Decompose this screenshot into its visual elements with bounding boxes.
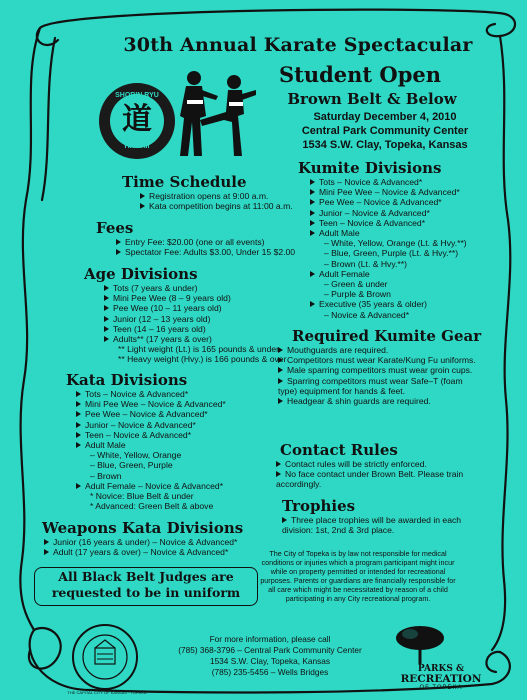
list-item: Executive (35 years & older) [310,299,467,309]
seal-text: THE CAPITAL CITY OF KANSAS · TOPEKA [67,690,147,695]
list-item: Teen – Novice & Advanced* [310,218,467,228]
event-details [250,110,520,152]
list-item: Sparring competitors must wear Safe–T (foam type) equipment for hands & feet. [278,375,463,396]
list-item: Pee Wee – Novice & Advanced* [76,409,226,419]
note-advanced: * Advanced: Green Belt & above [90,501,214,512]
logo-kanji: 道 [122,102,152,137]
judges-notice [34,567,258,606]
list-item: Registration opens at 9:00 a.m. [140,191,293,201]
bullet-icon [76,401,81,407]
list-item: Adult Female – Novice & Advanced* [76,481,226,491]
bullet-icon [282,517,287,523]
list-item: Tots – Novice & Advanced* [310,177,467,187]
bullet-icon [76,391,81,397]
bullet-icon [104,295,109,301]
event-address: 1534 S.W. Clay, Topeka, Kansas [302,139,468,151]
bullet-icon [104,305,109,311]
bullet-icon [310,199,315,205]
bullet-icon [310,271,315,277]
list-item: Pee Wee – Novice & Advanced* [310,197,467,207]
contact-info [170,634,370,678]
info-line: For more information, please call [209,634,331,644]
event-date: Saturday December 4, 2010 [313,111,457,123]
list-item: Competitors must wear Karate/Kung Fu uniforms. [278,355,478,365]
bullet-icon [278,367,283,373]
bullet-icon [104,316,109,322]
bullet-icon [278,378,283,384]
phone-wells-bridges: (785) 235-5456 – Wells Bridges [211,667,329,677]
list-item: Contact rules will be strictly enforced. [276,459,490,469]
bullet-icon [310,220,315,226]
sub-item: – Blue, Green, Purple [90,460,173,471]
bullet-icon [310,179,315,185]
karate-fighters-illustration [172,60,262,172]
list-item: Adult Female [310,269,467,279]
section-heading: Kumite Divisions [298,159,442,177]
list-item: Teen (14 – 16 years old) [104,324,286,334]
sub-item: – Brown (Lt. & Hvy.**) [324,258,407,269]
bullet-icon [140,193,145,199]
list-item: Kata competition begins at 11:00 a.m. [140,201,293,211]
judges-notice-line1: All Black Belt Judges are [58,569,234,584]
note-heavy-weight: ** Heavy weight (Hvy.) is 166 pounds & over [118,354,287,365]
event-venue: Central Park Community Center [301,125,469,137]
note-light-weight: ** Light weight (Lt.) is 165 pounds & under [118,344,279,355]
required-gear-section [278,327,492,407]
list-item: Junior – Novice & Advanced* [310,208,467,218]
bullet-icon [276,461,281,467]
list-item: Mini Pee Wee (8 – 9 years old) [104,293,286,303]
bullet-icon [116,239,121,245]
fees-section [96,220,295,257]
list-item: Headgear & shin guards are required. [278,396,492,406]
sub-item: – Novice & Advanced* [324,309,410,320]
section-heading: Fees [96,219,134,237]
bullet-icon [104,326,109,332]
tree-icon [392,622,448,664]
footer-address: 1534 S.W. Clay, Topeka, Kansas [209,656,331,666]
list-item: Mini Pee Wee – Novice & Advanced* [310,187,467,197]
bullet-icon [76,442,81,448]
shorin-ryu-logo [96,76,178,174]
logo-top-text: SHORIN RYU [115,92,159,99]
bullet-icon [310,301,315,307]
trophies-section [282,498,482,535]
bullet-icon [276,471,281,477]
list-item: Pee Wee (10 – 11 years old) [104,303,286,313]
note-novice: * Novice: Blue Belt & under [90,491,194,502]
bullet-icon [76,432,81,438]
bullet-icon [44,549,49,555]
bullet-icon [76,483,81,489]
list-item: Adult Male [76,440,226,450]
kata-divisions-section [66,372,226,511]
judges-notice-line2: requested to be in uniform [51,585,241,600]
section-heading: Kata Divisions [66,371,188,389]
parks-recreation-logo [386,664,496,692]
bullet-icon [116,249,121,255]
section-heading: Contact Rules [280,441,398,459]
liability-disclaimer: The City of Topeka is by law not responsible for medical conditions or injuries which a program participant might incur while on property permitted or intended for recreational purposes. Parents or guardians are financially responsible for all care which might be necessitated by reason of a child participating in any City recreational program. [260,549,456,603]
list-item: Adult (17 years & over) – Novice & Advanced* [44,547,243,557]
weapons-kata-section [42,520,243,557]
bullet-icon [76,422,81,428]
list-item: Three place trophies will be awarded in each division: 1st, 2nd & 3rd place. [282,515,462,536]
bullet-icon [310,189,315,195]
kumite-divisions-section [282,160,467,320]
bullet-icon [310,210,315,216]
bullet-icon [104,285,109,291]
phone-central-park: (785) 368-3796 – Central Park Community Center [178,645,362,655]
bullet-icon [278,357,283,363]
bullet-icon [140,203,145,209]
section-heading: Time Schedule [122,173,247,191]
parks-line2: RECREATION [400,673,482,685]
sub-item: – Blue, Green, Purple (Lt. & Hvy.**) [324,248,459,259]
bullet-icon [278,398,283,404]
bullet-icon [278,347,283,353]
list-item: Adults** (17 years & over) [104,334,286,344]
bullet-icon [310,230,315,236]
event-subtitle: Student Open [278,62,442,87]
bullet-icon [104,336,109,342]
sub-item: – Green & under [324,279,388,290]
section-heading: Trophies [282,497,356,515]
bullet-icon [76,411,81,417]
list-item: Tots – Novice & Advanced* [76,389,226,399]
list-item: Spectator Fee: Adults $3.00, Under 15 $2.00 [116,247,295,257]
time-schedule-section [96,174,293,211]
section-heading: Age Divisions [84,265,198,283]
bullet-icon [44,539,49,545]
contact-rules-section [276,441,490,490]
list-item: Adult Male [310,228,467,238]
list-item: Mouthguards are required. [278,345,492,355]
list-item: Entry Fee: $20.00 (one or all events) [116,237,295,247]
section-heading: Required Kumite Gear [292,327,482,345]
event-title: 30th Annual Karate Spectacular [123,34,473,56]
list-item: Mini Pee Wee – Novice & Advanced* [76,399,226,409]
list-item: Junior (16 years & under) – Novice & Advanced* [44,537,243,547]
parks-line3: OF TOPEKA [419,685,463,691]
logo-bottom-text: HAWAII [124,143,150,150]
list-item: Junior – Novice & Advanced* [76,420,226,430]
list-item: No face contact under Brown Belt. Please train accordingly. [276,469,464,490]
parks-line1: PARKS & [417,664,465,674]
sub-item: – White, Yellow, Orange (Lt. & Hvy.**) [324,238,467,249]
list-item: Junior (12 – 13 years old) [104,314,286,324]
sub-item: – Purple & Brown [324,289,391,300]
city-seal-icon [70,622,140,692]
list-item: Tots (7 years & under) [104,283,286,293]
sub-item: – Brown [90,470,122,481]
belt-level: Brown Belt & Below [287,90,457,108]
list-item: Teen – Novice & Advanced* [76,430,226,440]
sub-item: – White, Yellow, Orange [90,450,182,461]
section-heading: Weapons Kata Divisions [42,519,244,537]
age-divisions-section [72,266,286,365]
list-item: Male sparring competitors must wear groin cups. [278,365,478,375]
